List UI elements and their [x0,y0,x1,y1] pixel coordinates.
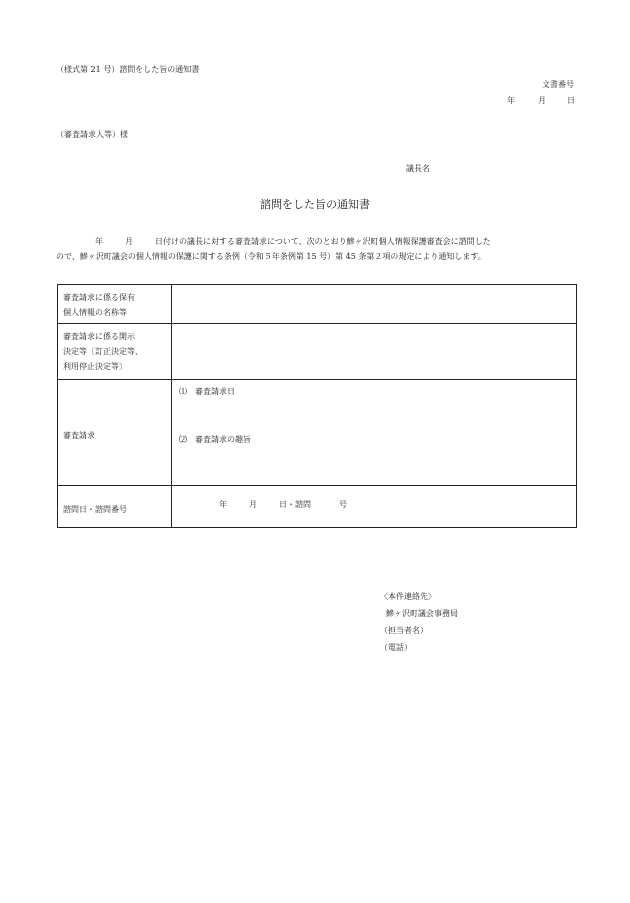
table-row [58,285,577,324]
addressee: （審査請求人等）様 [56,130,128,139]
row-label-request: 審査請求 [58,380,172,486]
table-row [58,486,577,528]
document-title: 諮問をした旨の通知書 [260,198,370,211]
contact-person: （担当者名） [380,626,428,635]
body-year: 年 [95,237,103,246]
row-label-consultation: 諮問日・諮問番号 [58,486,172,528]
request-purpose-item: ⑵ 審査請求の趣旨 [179,435,251,444]
row-value-disclosure-decision [172,324,577,380]
table-row [58,324,577,380]
request-date-item: ⑴ 審査請求日 [179,387,235,396]
notice-table [57,284,577,528]
consult-day-label: 日・諮問 [279,500,311,509]
consult-number-label: 号 [339,500,347,509]
contact-heading: 〈本件連絡先〉 [380,592,436,601]
contact-office: 鰺ヶ沢町議会事務局 [386,609,458,618]
row-value-retained-info [172,285,577,324]
document-number: 文書番号 [542,80,574,89]
body-month: 月 [125,237,133,246]
consult-month: 月 [249,500,257,509]
consult-year: 年 [219,500,227,509]
contact-phone: （電話） [380,643,412,652]
form-number-label: （様式第 21 号）諮問をした旨の通知書 [56,65,200,74]
row-value-consultation [172,486,577,528]
date-day: 日 [567,96,575,105]
row-value-request [172,380,577,486]
row-label-retained-info: 審査請求に係る保有 個人情報の名称等 [58,285,172,324]
row-label-disclosure-decision: 審査請求に係る開示 決定等〔訂正決定等、 利用停止決定等〕 [58,324,172,380]
date-month: 月 [538,96,546,105]
table-row [58,380,577,486]
body-line-2: ので、鰺ヶ沢町議会の個人情報の保護に関する条例（令和５年条例第 15 号）第 45 条第２項の規定により通知します。 [56,252,486,261]
date-year: 年 [507,96,515,105]
sender-name: 議長名 [406,164,430,173]
body-line-1: 日付けの議長に対する審査請求について、次のとおり鰺ヶ沢町個人情報保護審査会に諮問した [155,237,491,246]
